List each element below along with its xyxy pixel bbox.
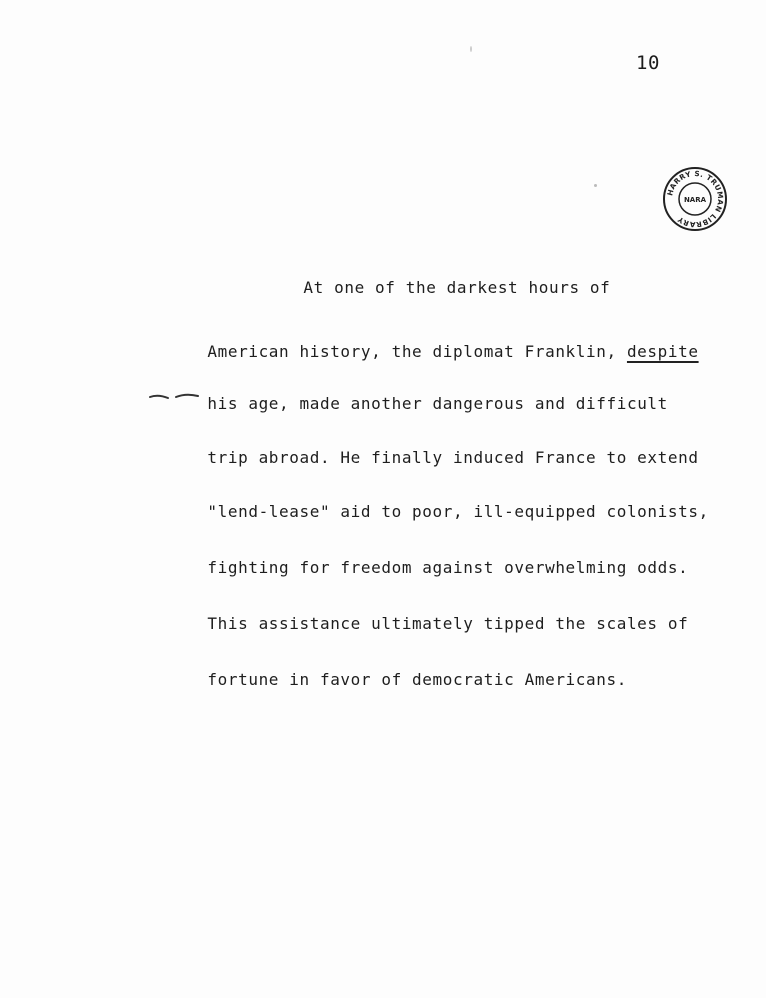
archive-stamp-icon xyxy=(662,166,728,232)
page-number: 10 xyxy=(636,52,660,74)
underlined-word: despite xyxy=(626,342,699,361)
paragraph-line-4: trip abroad. He finally induced France to extend xyxy=(207,448,699,467)
paragraph-line-2: American history, the diplomat Franklin, despite xyxy=(207,342,699,361)
paragraph-line-1: At one of the darkest hours of xyxy=(303,278,611,297)
stamp-ring-text: HARRY S. TRUMAN LIBRARY xyxy=(665,168,726,230)
paper-speck xyxy=(594,184,597,187)
paragraph-line-7: This assistance ultimately tipped the scales of xyxy=(207,614,689,633)
paragraph-line-8: fortune in favor of democratic Americans. xyxy=(207,670,627,689)
paragraph-line-6: fighting for freedom against overwhelming odds. xyxy=(207,558,689,577)
handwritten-underline-mark xyxy=(148,391,208,403)
stamp-center-text: NARA xyxy=(683,196,707,204)
paragraph-line-5: "lend-lease" aid to poor, ill-equipped colonists, xyxy=(207,502,709,521)
paragraph-line-3: his age, made another dangerous and difficult xyxy=(207,394,668,413)
annotated-phrase: his age xyxy=(207,394,280,413)
paper-speck xyxy=(470,46,472,52)
